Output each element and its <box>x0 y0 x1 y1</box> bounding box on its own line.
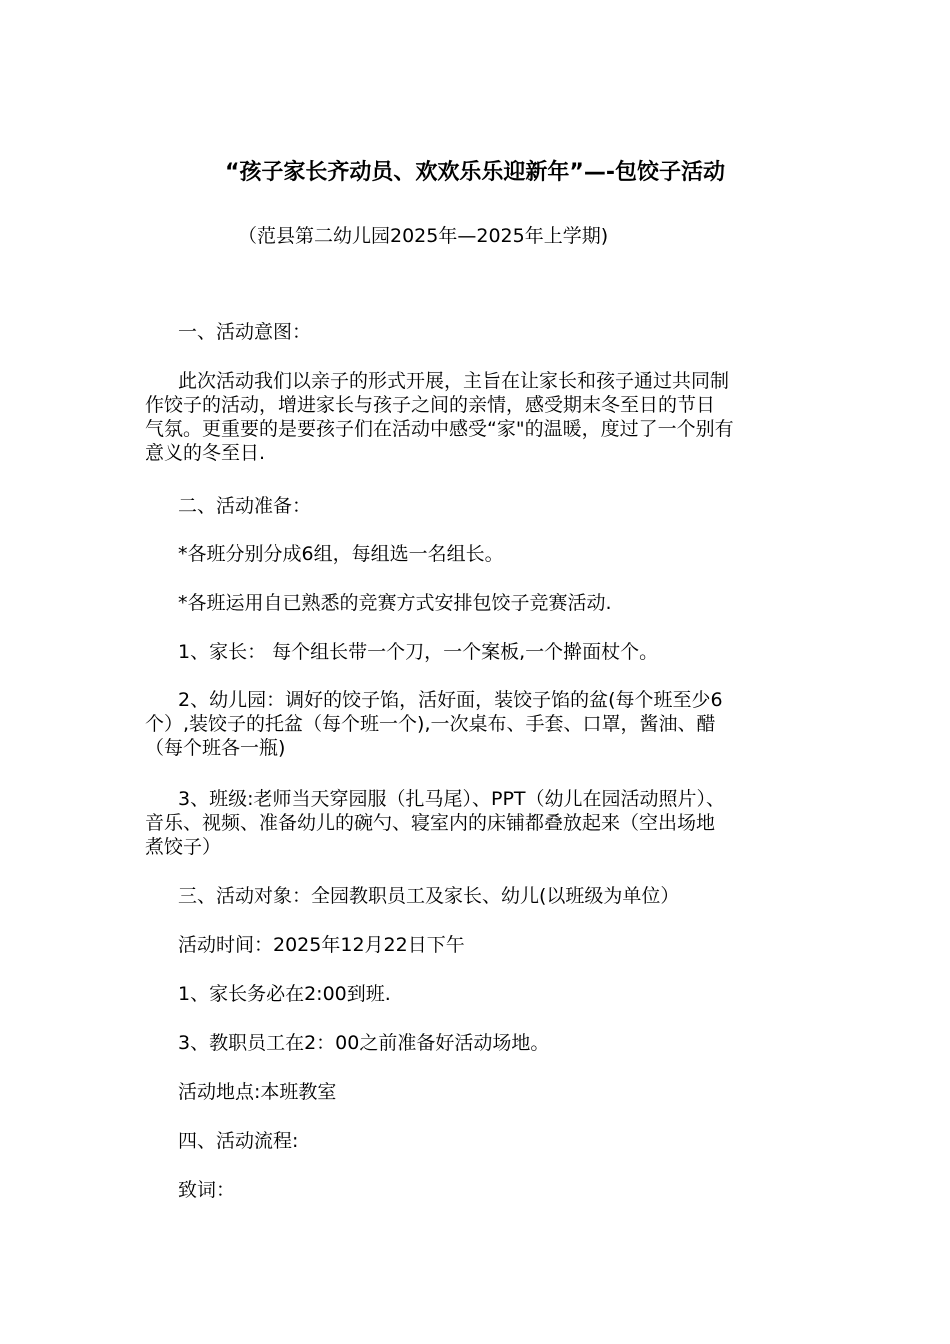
paragraph-line: 作饺子的活动，增进家长与孩子之间的亲情，感受期末冬至日的节日 <box>145 394 716 416</box>
paragraph-line: 意义的冬至日. <box>145 442 266 464</box>
speech-heading: 致词： <box>178 1179 236 1201</box>
prep-class <box>145 787 810 859</box>
paragraph-line: 个）,装饺子的托盆（每个班一个),一次桌布、手套、口罩，酱油、醋 <box>145 713 716 735</box>
prep-item-groups: *各班分别分成6组，每组选一名组长。 <box>178 543 504 565</box>
time-item-parents: 1、家长务必在2:00到班. <box>178 983 391 1005</box>
activity-location: 活动地点:本班教室 <box>178 1081 337 1103</box>
document-subtitle: （范县第二幼儿园2025年—2025年上学期) <box>238 225 609 247</box>
activity-time: 活动时间：2025年12月22日下午 <box>178 934 465 956</box>
section1-paragraph <box>145 369 810 465</box>
prep-parent: 1、家长： 每个组长带一个刀，一个案板,一个擀面杖个。 <box>178 641 659 663</box>
paragraph-line: 气氛。更重要的是要孩子们在活动中感受“家"的温暖，度过了一个别有 <box>145 418 734 440</box>
section3-participants: 三、活动对象：全园教职员工及家长、幼儿(以班级为单位） <box>178 885 680 907</box>
section2-heading: 二、活动准备： <box>178 495 312 517</box>
paragraph-line: （每个班各一瓶) <box>145 737 286 759</box>
paragraph-line: 2、幼儿园：调好的饺子馅，活好面，装饺子馅的盆(每个班至少6 <box>178 689 723 711</box>
paragraph-line: 音乐、视频、准备幼儿的碗勺、寝室内的床铺都叠放起来（空出场地 <box>145 812 716 834</box>
section4-heading: 四、活动流程: <box>178 1130 299 1152</box>
time-item-staff: 3、教职员工在2：00之前准备好活动场地。 <box>178 1032 550 1054</box>
document-title: “孩子家长齐动员、欢欢乐乐迎新年”—-包饺子活动 <box>224 160 726 185</box>
section1-heading: 一、活动意图： <box>178 321 312 343</box>
paragraph-line: 煮饺子） <box>145 836 222 858</box>
paragraph-line: 此次活动我们以亲子的形式开展，主旨在让家长和孩子通过共同制 <box>178 370 730 392</box>
paragraph-line: 3、班级:老师当天穿园服（扎马尾）、PPT（幼儿在园活动照片）、 <box>178 788 726 810</box>
prep-kindergarten <box>145 688 810 760</box>
prep-item-competition: *各班运用自已熟悉的竞赛方式安排包饺子竞赛活动. <box>178 592 612 614</box>
